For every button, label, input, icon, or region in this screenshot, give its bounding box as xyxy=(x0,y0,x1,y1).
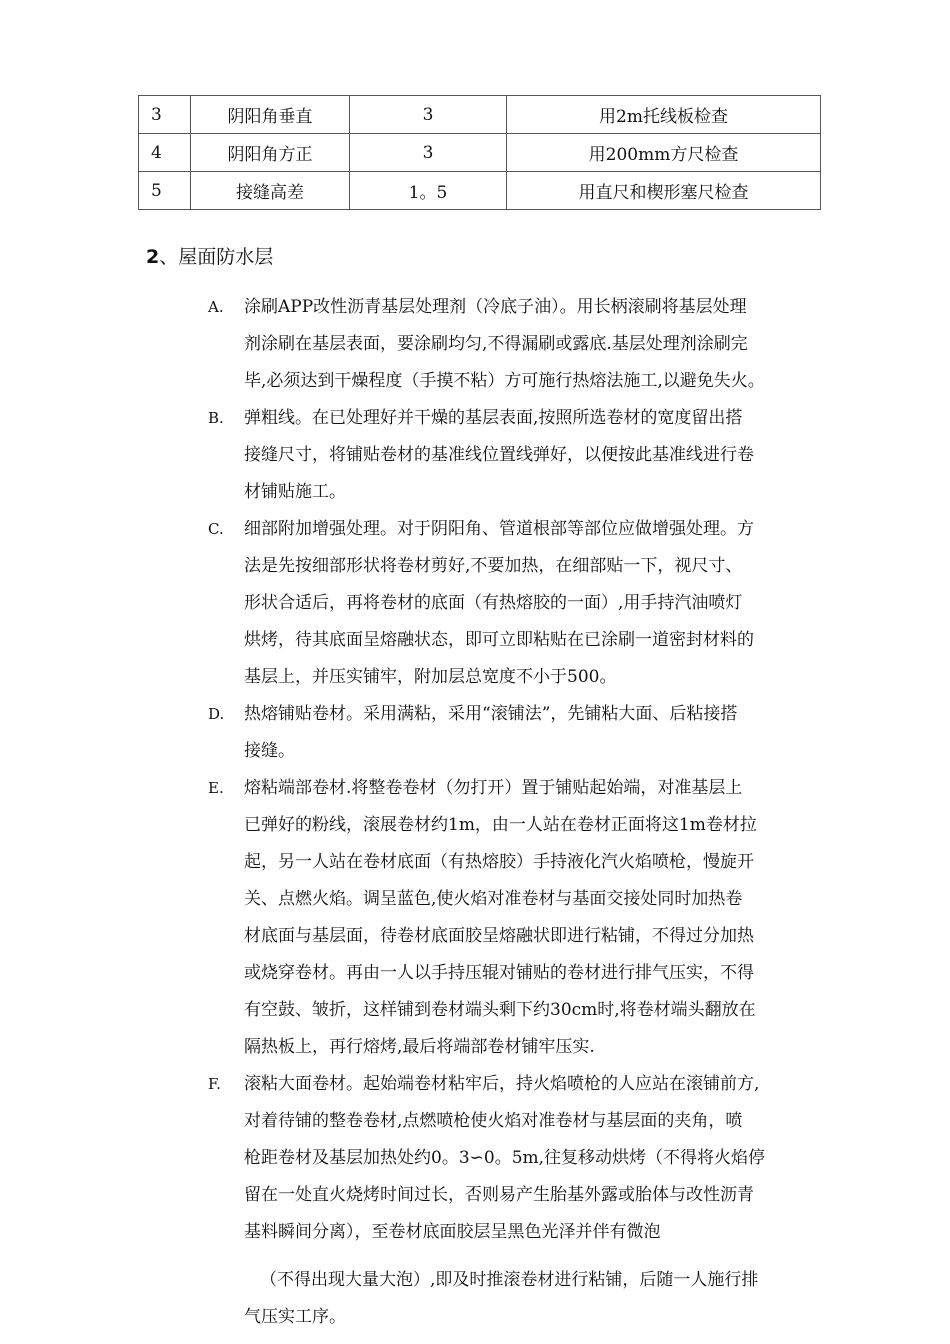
table-cell: 接缝高差 xyxy=(191,172,350,210)
item-letter: B. xyxy=(208,409,224,427)
text-line: 接缝尺寸，将铺贴卷材的基准线位置线弹好，以便按此基准线进行卷 xyxy=(244,445,754,465)
text-line: 材底面与基层面，待卷材底面胶呈熔融状即进行粘铺，不得过分加热 xyxy=(244,926,754,946)
text-line: 材铺贴施工。 xyxy=(244,482,346,502)
text-line: 已弹好的粉线，滚展卷材约1m，由一人站在卷材正面将这1m卷材拉 xyxy=(244,815,757,835)
item-letter: D. xyxy=(208,705,225,723)
table-cell: 3 xyxy=(350,134,507,172)
table-cell: 用2m托线板检查 xyxy=(507,96,821,134)
text-line: 关、点燃火焰。调呈蓝色,使火焰对准卷材与基面交接处同时加热卷 xyxy=(244,889,743,909)
text-line: 涂刷APP改性沥青基层处理剂（冷底子油）。用长柄滚刷将基层处理 xyxy=(244,297,747,317)
text-line: 熔粘端部卷材.将整卷卷材（勿打开）置于铺贴起始端，对准基层上 xyxy=(244,778,743,798)
text-line: 枪距卷材及基层加热处约0。3∽0。5m,往复移动烘烤（不得将火焰停 xyxy=(244,1148,766,1168)
list-item xyxy=(208,400,833,511)
list-item xyxy=(208,770,833,1066)
list-item xyxy=(208,1066,833,1336)
text-line: 起，另一人站在卷材底面（有热熔胶）手持液化汽火焰喷枪，慢旋开 xyxy=(244,852,754,872)
text-line: 有空鼓、皱折，这样铺到卷材端头剩下约30cm时,将卷材端头翻放在 xyxy=(244,1000,756,1020)
inspection-table xyxy=(138,95,821,210)
list-item xyxy=(208,289,833,400)
procedure-list xyxy=(208,289,833,1336)
table-cell: 4 xyxy=(139,134,191,172)
table-row xyxy=(139,96,821,134)
text-line: 毕,必须达到干燥程度（手摸不粘）方可施行热熔法施工,以避免失火。 xyxy=(244,371,765,391)
text-line: 或烧穿卷材。再由一人以手持压辊对铺贴的卷材进行排气压实，不得 xyxy=(244,963,754,983)
table-cell: 阴阳角垂直 xyxy=(191,96,350,134)
text-line: 剂涂刷在基层表面，要涂刷均匀,不得漏刷或露底.基层处理剂涂刷完 xyxy=(244,334,748,354)
item-letter: F. xyxy=(208,1075,221,1093)
text-line: 基料瞬间分离），至卷材底面胶层呈黑色光泽并伴有微泡 xyxy=(244,1222,661,1242)
table-cell: 用直尺和楔形塞尺检查 xyxy=(507,172,821,210)
list-item xyxy=(208,696,833,770)
text-line: 气压实工序。 xyxy=(244,1307,346,1327)
text-line: 细部附加增强处理。对于阴阳角、管道根部等部位应做增强处理。方 xyxy=(244,519,754,539)
text-line: 法是先按细部形状将卷材剪好,不要加热，在细部贴一下，视尺寸、 xyxy=(244,556,743,576)
table-row xyxy=(139,172,821,210)
table-cell: 3 xyxy=(139,96,191,134)
table-row xyxy=(139,134,821,172)
section-heading xyxy=(146,242,273,269)
table-cell: 用200mm方尺检查 xyxy=(507,134,821,172)
table-cell: 阴阳角方正 xyxy=(191,134,350,172)
text-line: 隔热板上，再行熔烤,最后将端部卷材铺牢压实. xyxy=(244,1037,595,1057)
text-line: 接缝。 xyxy=(244,741,295,761)
list-item xyxy=(208,511,833,696)
text-line: 留在一处直火烧烤时间过长，否则易产生胎基外露或胎体与改性沥青 xyxy=(244,1185,754,1205)
section-title: 、屋面防水层 xyxy=(159,246,274,268)
table-cell: 3 xyxy=(350,96,507,134)
text-line: 热熔铺贴卷材。采用满粘，采用“滚铺法”，先铺粘大面、后粘接搭 xyxy=(244,704,738,724)
section-number: 2 xyxy=(146,246,160,268)
text-line: （不得出现大量大泡）,即及时推滚卷材进行粘铺，后随一人施行排 xyxy=(260,1270,759,1290)
text-line: 滚粘大面卷材。起始端卷材粘牢后，持火焰喷枪的人应站在滚铺前方, xyxy=(244,1074,760,1094)
text-line: 烘烤，待其底面呈熔融状态，即可立即粘贴在已涂刷一道密封材料的 xyxy=(244,630,754,650)
item-letter: C. xyxy=(208,520,224,538)
item-letter: A. xyxy=(208,298,224,316)
table-cell: 5 xyxy=(139,172,191,210)
text-line: 基层上，并压实铺牢，附加层总宽度不小于500。 xyxy=(244,667,617,687)
text-line: 形状合适后，再将卷材的底面（有热熔胶的一面）,用手持汽油喷灯 xyxy=(244,593,743,613)
table-cell: 1。5 xyxy=(350,172,507,210)
text-line: 弹粗线。在已处理好并干燥的基层表面,按照所选卷材的宽度留出搭 xyxy=(244,408,743,428)
item-letter: E. xyxy=(208,779,224,797)
text-line: 对着待铺的整卷卷材,点燃喷枪使火焰对准卷材与基层面的夹角，喷 xyxy=(244,1111,743,1131)
